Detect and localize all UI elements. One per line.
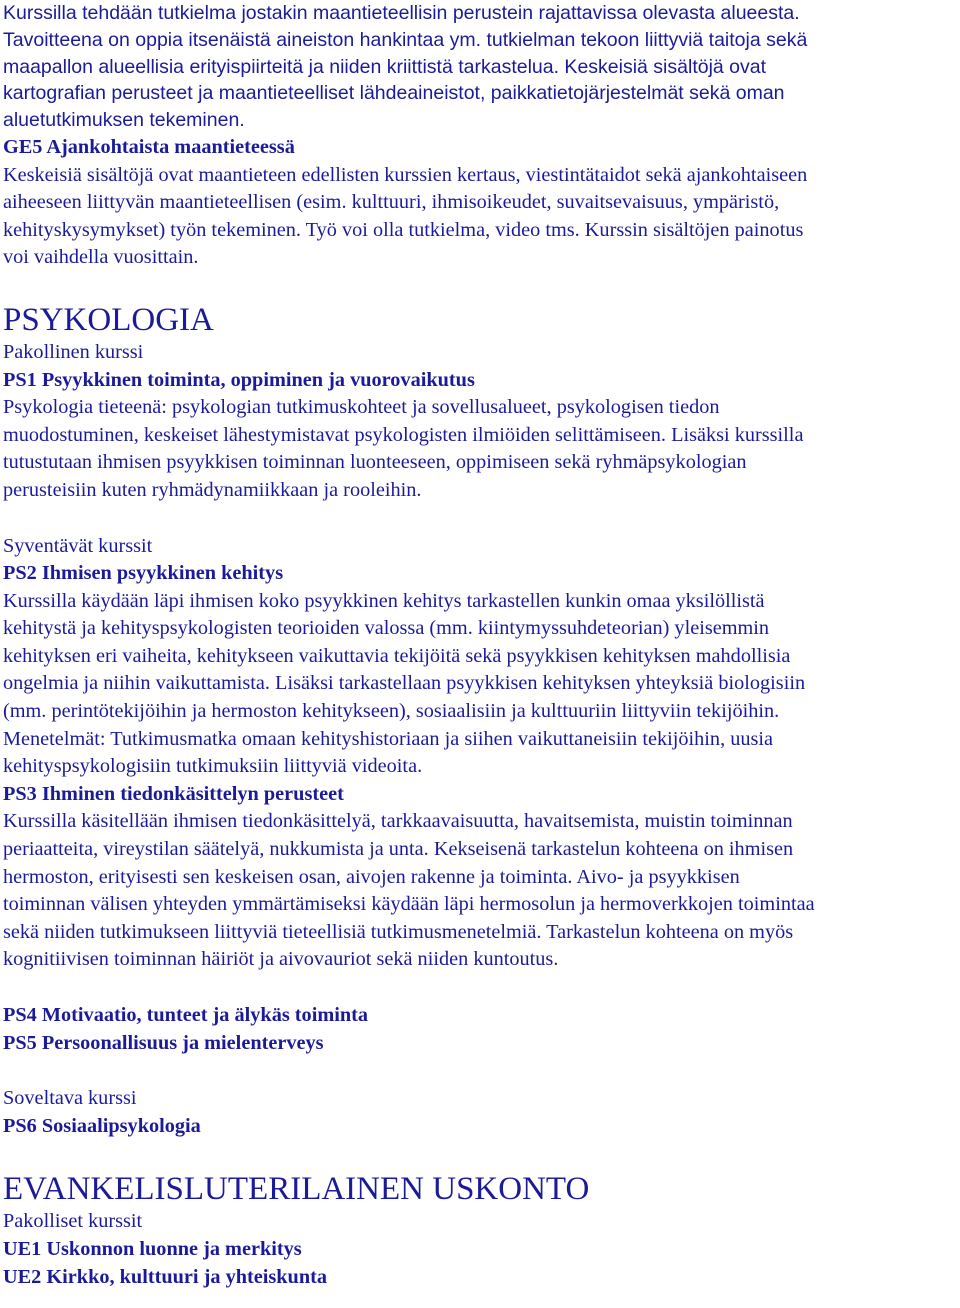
advanced-courses-label: Syventävät kurssit <box>3 534 153 557</box>
section-spacer <box>3 272 960 301</box>
psykologia-heading: PSYKOLOGIA <box>3 301 214 338</box>
ps3-course-title: PS3 Ihminen tiedonkäsittelyn perusteet <box>3 782 344 805</box>
ge5-course-title: GE5 Ajankohtaista maantieteessä <box>3 135 295 158</box>
ps2-course-title: PS2 Ihmisen psyykkinen kehitys <box>3 562 284 585</box>
ps1-course-title: PS1 Psyykkinen toiminta, oppiminen ja vuorovaikutus <box>3 368 475 391</box>
mandatory-courses-label: Pakollinen kurssi <box>3 340 144 363</box>
section-spacer <box>3 505 960 533</box>
ps3-course-body: Kurssilla käsitellään ihmisen tiedonkäsittelyä, tarkkaavaisuutta, havaitsemista, muistin toiminnan periaatteita, vireystilan säätelyä, nukkumista ja unta. Kekseisenä tarkastelun kohteena on ihmisen hermoston, erityisesti sen keskeisen osan, aivojen rakenne ja toiminta. Aivo- ja psyykkisen toiminnan välisen yhteyden ymmärtämiseksi käydään läpi hermosolun ja hermoverkkojen toimintaa sekä niiden tutkimukseen liittyviä tieteellisiä tutkimusmenetelmiä. Tarkastelun kohteena on myös kognitiivisen toiminnan häiriöt ja aivovauriot sekä niiden kuntoutus. <box>3 810 815 971</box>
section-spacer <box>3 1057 960 1085</box>
intro-paragraph: Kurssilla tehdään tutkielma jostakin maantieteellisin perustein rajattavissa olevasta alueesta. Tavoitteena on oppia itsenäistä aineiston hankintaa ym. tutkielman tekoon liittyviä taitoja sekä maapallon alueellisia erityispiirteitä ja niiden kriittistä tarkastelua. Keskeisiä sisältöjä ovat kartografian perusteet ja maantieteelliset lähdeaineistot, paikkatietojärjestelmät sekä oman aluetutkimuksen tekeminen. <box>3 2 808 132</box>
ps2-course-body: Kurssilla käydään läpi ihmisen koko psyykkinen kehitys tarkastellen kunkin omaa yksilöllistä kehitystä ja kehityspsykologisten teorioiden valossa (mm. kiintymyssuhdeteorian) yleisemmin kehityksen eri vaiheita, kehitykseen vaikuttavia tekijöitä sekä psyykkisen kehityksen mahdollisia ongelmia ja niihin vaikuttamista. Lisäksi tarkastellaan psyykkisen kehityksen yhteyksiä biologisiin (mm. perintötekijöihin ja hermoston kehitykseen), sosiaalisiin ja kulttuuriin liittyviin tekijöihin. Menetelmät: Tutkimusmatka omaan kehityshistoriaan ja siihen vaikuttaneisiin tekijöihin, uusia kehityspsykologisiin tutkimuksiin liittyviä videoita. <box>3 589 806 778</box>
section-spacer <box>3 974 960 1002</box>
ps1-course-body: Psykologia tieteenä: psykologian tutkimuskohteet ja sovellusalueet, psykologisen tiedon muodostuminen, keskeiset lähestymistavat psykologisten ilmiöiden selittämiseen. Lisäksi kurssilla tutustutaan ihmisen psyykkisen toiminnan luonteeseen, oppimiseen sekä ryhmäpsykologian perusteisiin kuten ryhmädynamiikkaan ja rooleihin. <box>3 396 804 501</box>
ps4-course-title: PS4 Motivaatio, tunteet ja älykäs toiminta <box>3 1004 369 1027</box>
section-spacer <box>3 1140 960 1170</box>
ue1-course-title: UE1 Uskonnon luonne ja merkitys <box>3 1237 302 1260</box>
uskonto-heading: EVANKELISLUTERILAINEN USKONTO <box>3 1171 590 1208</box>
applied-course-label: Soveltava kurssi <box>3 1087 137 1110</box>
uskonto-mandatory-label: Pakolliset kurssit <box>3 1210 143 1233</box>
ps5-course-title: PS5 Persoonallisuus ja mielenterveys <box>3 1031 324 1054</box>
ps6-course-title: PS6 Sosiaalipsykologia <box>3 1114 201 1137</box>
ge5-course-body: Keskeisiä sisältöjä ovat maantieteen edellisten kurssien kertaus, viestintätaidot sekä ajankohtaiseen aiheeseen liittyvän maantieteellisen (esim. kulttuuri, ihmisoikeudet, suvaitsevaisuus, ympäristö, kehityskysymykset) työn tekeminen. Työ voi olla tutkielma, video tms. Kurssin sisältöjen painotus voi vaihdella vuosittain. <box>3 163 808 269</box>
ue2-course-title: UE2 Kirkko, kulttuuri ja yhteiskunta <box>3 1265 328 1288</box>
